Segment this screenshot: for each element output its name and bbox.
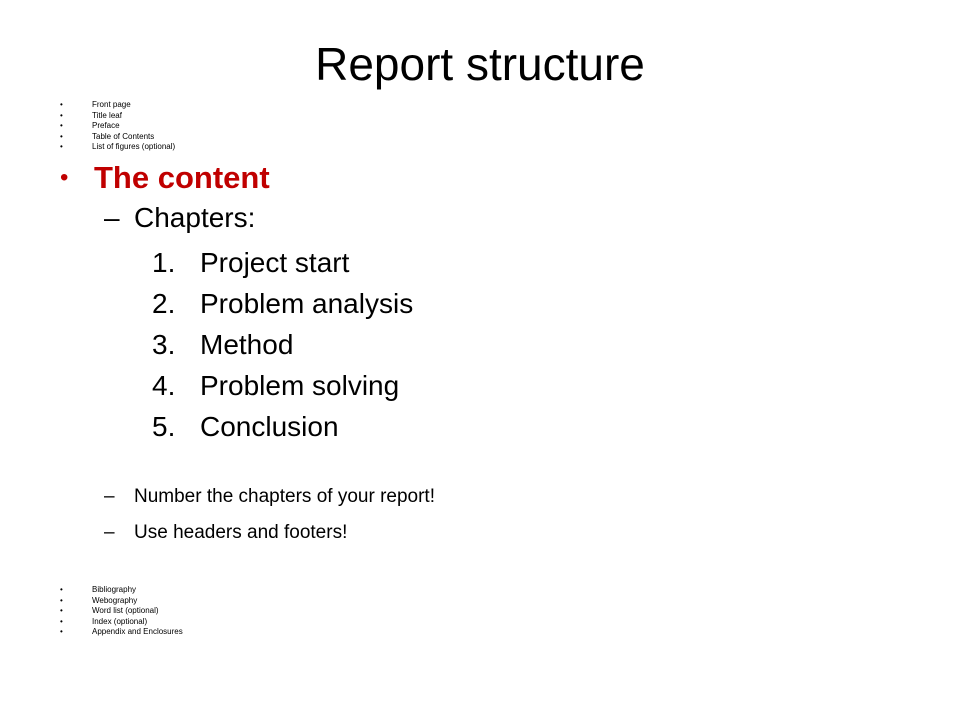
- back-matter-label: Index (optional): [92, 616, 148, 626]
- chapters-heading-label: Chapters:: [134, 202, 256, 233]
- dash-icon: –: [104, 522, 115, 543]
- back-matter-list: [60, 585, 183, 638]
- chapter-item: [152, 324, 413, 365]
- chapter-label: Project start: [200, 247, 350, 278]
- main-point-label: The content: [94, 160, 270, 195]
- front-matter-item: [60, 121, 175, 132]
- front-matter-item: [60, 142, 175, 153]
- tip-label: Number the chapters of your report!: [134, 486, 435, 507]
- front-matter-item: [60, 111, 175, 122]
- dash-icon: –: [104, 486, 115, 507]
- front-matter-label: Table of Contents: [92, 131, 155, 141]
- tip-item: [104, 484, 435, 510]
- back-matter-label: Appendix and Enclosures: [92, 627, 183, 636]
- bullet-icon: •: [60, 595, 63, 605]
- dash-icon: –: [104, 202, 120, 233]
- back-matter-label: Webography: [92, 595, 138, 605]
- front-matter-list: [60, 100, 175, 153]
- chapter-item: [152, 406, 413, 447]
- slide-title: Report structure: [315, 38, 645, 90]
- front-matter-label: Preface: [92, 121, 120, 130]
- back-matter-item: [60, 617, 183, 628]
- back-matter-item: [60, 596, 183, 607]
- front-matter-label: Front page: [92, 100, 131, 109]
- chapter-label: Problem solving: [200, 370, 400, 401]
- bullet-icon: •: [60, 606, 63, 615]
- chapter-number: 4.: [152, 370, 176, 401]
- chapter-number: 1.: [152, 247, 176, 278]
- back-matter-item: [60, 585, 183, 596]
- chapter-item: [152, 365, 413, 406]
- chapter-label: Method: [200, 329, 294, 360]
- chapters-heading: [104, 198, 255, 238]
- front-matter-item: [60, 100, 175, 111]
- chapter-item: [152, 242, 413, 283]
- bullet-icon: •: [60, 131, 63, 141]
- bullet-icon: •: [60, 627, 63, 636]
- bullet-icon: •: [60, 616, 63, 626]
- bullet-icon: •: [60, 164, 69, 191]
- front-matter-label: List of figures (optional): [92, 142, 176, 151]
- bullet-icon: •: [60, 100, 63, 109]
- tip-label: Use headers and footers!: [134, 522, 348, 543]
- chapter-number: 5.: [152, 411, 176, 442]
- main-point: [60, 157, 270, 199]
- bullet-icon: •: [60, 585, 63, 594]
- back-matter-label: Bibliography: [92, 585, 137, 594]
- front-matter-label: Title leaf: [92, 110, 122, 120]
- chapter-list: [152, 242, 413, 447]
- chapter-label: Conclusion: [200, 411, 339, 442]
- bullet-icon: •: [60, 121, 63, 130]
- bullet-icon: •: [60, 142, 63, 151]
- bullet-icon: •: [60, 110, 63, 120]
- chapter-number: 3.: [152, 329, 176, 360]
- chapter-number: 2.: [152, 288, 176, 319]
- back-matter-item: [60, 606, 183, 617]
- back-matter-label: Word list (optional): [92, 606, 159, 615]
- back-matter-item: [60, 627, 183, 638]
- tip-item: [104, 520, 347, 546]
- chapter-label: Problem analysis: [200, 288, 414, 319]
- front-matter-item: [60, 132, 175, 143]
- chapter-item: [152, 283, 413, 324]
